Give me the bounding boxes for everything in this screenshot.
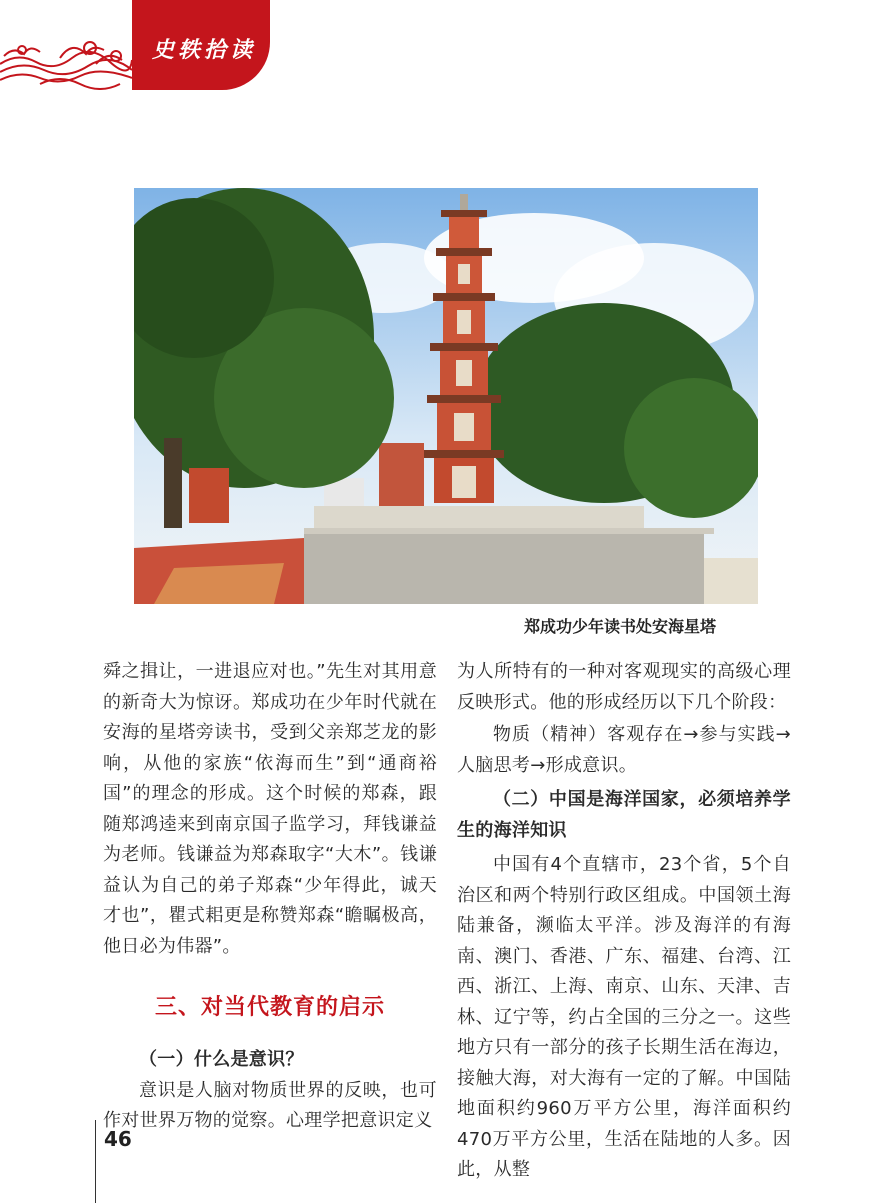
sub-heading: （二）中国是海洋国家，必须培养学生的海洋知识 [457,789,791,841]
paragraph: 中国有4个直辖市，23个省，5个自治区和两个特别行政区组成。中国领土海陆兼备，濒临太平洋。涉及海洋的有海南、澳门、香港、广东、福建、台湾、江西、浙江、上海、南京、山东、天津、吉林、辽宁等，约占全国的三分之一。这些地方只有一部分的孩子长期生活在海边，接触大海，对大海有一定的了解。中国陆地面积约960万平方公里，海洋面积约470万平方公里，生活在陆地的人多。因此，从整 [457,854,791,1180]
paragraph: 意识是人脑对物质世界的反映，也可作对世界万物的觉察。心理学把意识定义 [103,1079,437,1131]
page-number: 46 [104,1127,132,1151]
wave-decoration-icon [0,0,132,90]
column-title: 史轶拾读 [152,37,257,63]
right-column [457,657,791,1186]
section-title: 三、对当代教育的启示 [154,995,385,1020]
left-column [103,657,437,1137]
figure-caption: 郑成功少年读书处安海星塔 [523,617,716,636]
paragraph: 舜之揖让，一进退应对也。”先生对其用意的新奇大为惊讶。郑成功在少年时代就在安海的星塔旁读书，受到父亲郑芝龙的影响，从他的家族“依海而生”到“通商裕国”的理念的形成。这个时候的郑森，跟随郑鸿逵来到南京国子监学习，拜钱谦益为老师。钱谦益为郑森取字“大木”。钱谦益认为自己的弟子郑森“少年得此，诚天才也”，瞿式耜更是称赞郑森“瞻瞩极高，他日必为伟器”。 [103,661,437,957]
column-header-tab [132,0,270,90]
pagoda-photo [134,188,758,604]
paragraph: 为人所特有的一种对客观现实的高级心理反映形式。他的形成经历以下几个阶段： [457,661,791,713]
sub-heading: （一）什么是意识？ [139,1049,304,1070]
page-number-rule [95,1120,96,1203]
paragraph: 物质（精神）客观存在→参与实践→人脑思考→形成意识。 [457,724,791,776]
